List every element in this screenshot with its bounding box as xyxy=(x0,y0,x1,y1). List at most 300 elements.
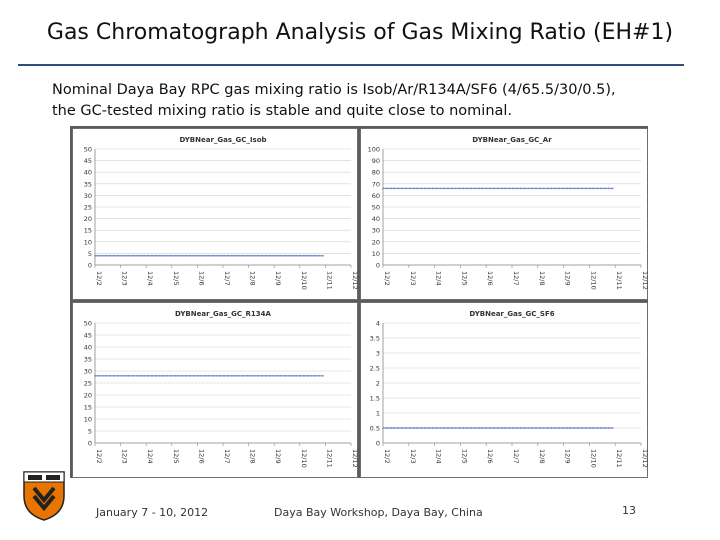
chart-title: DYBNear_Gas_GC_Isob xyxy=(179,136,267,144)
y-tick-label: 20 xyxy=(371,238,380,247)
data-point xyxy=(566,188,568,190)
data-point xyxy=(528,188,530,190)
x-tick-label: 12/9 xyxy=(274,449,283,464)
x-tick-label: 12/10 xyxy=(589,271,598,290)
data-point xyxy=(570,188,572,190)
data-point xyxy=(570,427,572,429)
data-point xyxy=(269,255,271,257)
data-point xyxy=(531,427,533,429)
data-point xyxy=(551,188,553,190)
data-point xyxy=(409,188,411,190)
chart-argon xyxy=(360,128,648,300)
data-point xyxy=(132,375,134,377)
x-tick-label: 12/10 xyxy=(589,449,598,468)
y-tick-label: 1 xyxy=(375,409,380,418)
x-tick-label: 12/8 xyxy=(537,449,546,464)
data-point xyxy=(401,427,403,429)
y-tick-label: 15 xyxy=(83,226,92,235)
data-point xyxy=(220,255,222,257)
x-tick-label: 12/11 xyxy=(325,449,334,468)
y-tick-label: 70 xyxy=(371,180,380,189)
chart-isobutane-plot xyxy=(73,129,357,299)
data-point xyxy=(593,427,595,429)
x-tick-label: 12/3 xyxy=(408,449,417,464)
data-point xyxy=(508,188,510,190)
y-tick-label: 30 xyxy=(83,367,92,376)
data-point xyxy=(280,255,282,257)
data-point xyxy=(140,375,142,377)
data-point xyxy=(201,375,203,377)
data-point xyxy=(589,427,591,429)
data-point xyxy=(155,375,157,377)
x-tick-label: 12/6 xyxy=(197,271,206,286)
data-point xyxy=(307,255,309,257)
data-point xyxy=(447,188,449,190)
data-point xyxy=(144,375,146,377)
data-point xyxy=(585,427,587,429)
data-point xyxy=(413,188,415,190)
y-tick-label: 4 xyxy=(375,319,380,328)
chart-title: DYBNear_Gas_GC_Ar xyxy=(472,136,552,144)
data-point xyxy=(463,188,465,190)
data-point xyxy=(486,427,488,429)
data-point xyxy=(201,255,203,257)
data-point xyxy=(132,255,134,257)
data-point xyxy=(322,255,324,257)
x-tick-label: 12/2 xyxy=(383,271,391,286)
data-point xyxy=(558,427,560,429)
data-point xyxy=(231,375,233,377)
data-point xyxy=(98,255,100,257)
data-point xyxy=(497,427,499,429)
data-point xyxy=(508,427,510,429)
data-point xyxy=(405,188,407,190)
data-point xyxy=(516,188,518,190)
data-point xyxy=(288,375,290,377)
data-point xyxy=(121,375,123,377)
data-point xyxy=(159,255,161,257)
data-point xyxy=(284,375,286,377)
data-point xyxy=(612,188,614,190)
data-point xyxy=(235,255,237,257)
data-point xyxy=(303,255,305,257)
chart-sf6-plot xyxy=(361,303,647,477)
x-tick-label: 12/7 xyxy=(223,271,231,286)
data-point xyxy=(505,427,507,429)
data-point xyxy=(121,255,123,257)
data-point xyxy=(216,255,218,257)
data-point xyxy=(238,375,240,377)
data-point xyxy=(440,188,442,190)
x-tick-label: 12/8 xyxy=(248,449,257,464)
footer-venue: Daya Bay Workshop, Daya Bay, China xyxy=(274,506,483,519)
data-point xyxy=(428,427,430,429)
x-tick-label: 12/10 xyxy=(299,271,308,290)
data-point xyxy=(193,255,195,257)
data-point xyxy=(117,255,119,257)
data-point xyxy=(299,255,301,257)
data-point xyxy=(520,188,522,190)
data-point xyxy=(273,375,275,377)
data-point xyxy=(577,427,579,429)
x-tick-label: 12/10 xyxy=(299,449,308,468)
data-point xyxy=(501,188,503,190)
x-tick-label: 12/12 xyxy=(351,449,359,468)
x-tick-label: 12/2 xyxy=(383,449,391,464)
data-point xyxy=(231,255,233,257)
data-point xyxy=(497,188,499,190)
data-point xyxy=(178,255,180,257)
chart-sf6 xyxy=(360,302,648,478)
data-point xyxy=(589,188,591,190)
x-tick-label: 12/4 xyxy=(434,271,443,286)
data-point xyxy=(250,375,252,377)
data-point xyxy=(382,188,384,190)
y-tick-label: 1.5 xyxy=(369,394,380,403)
data-point xyxy=(261,375,263,377)
chart-title: DYBNear_Gas_GC_SF6 xyxy=(469,310,555,318)
data-point xyxy=(539,427,541,429)
data-point xyxy=(524,188,526,190)
x-tick-label: 12/11 xyxy=(615,271,624,290)
data-point xyxy=(608,427,610,429)
data-point xyxy=(204,375,206,377)
data-point xyxy=(208,375,210,377)
data-point xyxy=(382,427,384,429)
y-tick-label: 2.5 xyxy=(369,364,380,373)
data-point xyxy=(98,375,100,377)
data-point xyxy=(193,375,195,377)
data-point xyxy=(185,375,187,377)
chart-argon-plot xyxy=(361,129,647,299)
data-point xyxy=(512,427,514,429)
data-point xyxy=(486,188,488,190)
y-tick-label: 50 xyxy=(371,203,380,212)
y-tick-label: 100 xyxy=(367,145,380,154)
slide-title: Gas Chromatograph Analysis of Gas Mixing Ratio (EH#1) xyxy=(46,20,674,45)
data-point xyxy=(432,188,434,190)
data-point xyxy=(318,375,320,377)
data-point xyxy=(394,188,396,190)
data-point xyxy=(280,375,282,377)
data-point xyxy=(581,188,583,190)
y-tick-label: 20 xyxy=(83,215,92,224)
x-tick-label: 12/3 xyxy=(120,271,129,286)
data-point xyxy=(189,255,191,257)
data-point xyxy=(424,427,426,429)
x-tick-label: 12/2 xyxy=(95,449,103,464)
y-tick-label: 10 xyxy=(371,249,380,258)
data-point xyxy=(597,427,599,429)
data-point xyxy=(466,188,468,190)
data-point xyxy=(227,375,229,377)
data-point xyxy=(574,188,576,190)
data-point xyxy=(307,375,309,377)
data-point xyxy=(562,427,564,429)
x-tick-label: 12/7 xyxy=(512,449,520,464)
data-point xyxy=(516,427,518,429)
x-tick-label: 12/8 xyxy=(537,271,546,286)
data-point xyxy=(182,255,184,257)
data-point xyxy=(292,255,294,257)
data-point xyxy=(432,427,434,429)
data-point xyxy=(409,427,411,429)
description-line-1: Nominal Daya Bay RPC gas mixing ratio is Isob/Ar/R134A/SF6 (4/65.5/30/0.5), xyxy=(52,82,616,98)
data-point xyxy=(166,375,168,377)
data-point xyxy=(136,255,138,257)
x-tick-label: 12/6 xyxy=(197,449,206,464)
data-point xyxy=(547,427,549,429)
y-tick-label: 20 xyxy=(83,391,92,400)
y-tick-label: 30 xyxy=(83,191,92,200)
data-point xyxy=(208,255,210,257)
y-tick-label: 5 xyxy=(87,249,92,258)
data-point xyxy=(585,188,587,190)
data-point xyxy=(204,255,206,257)
data-point xyxy=(474,188,476,190)
data-point xyxy=(424,188,426,190)
data-point xyxy=(144,255,146,257)
data-point xyxy=(597,188,599,190)
footer-page-number: 13 xyxy=(622,504,636,517)
y-tick-label: 80 xyxy=(371,168,380,177)
data-point xyxy=(314,255,316,257)
data-point xyxy=(295,255,297,257)
data-point xyxy=(474,427,476,429)
data-point xyxy=(273,255,275,257)
data-point xyxy=(405,427,407,429)
data-point xyxy=(311,255,313,257)
data-point xyxy=(463,427,465,429)
x-tick-label: 12/12 xyxy=(351,271,359,290)
data-point xyxy=(386,427,388,429)
x-tick-label: 12/11 xyxy=(325,271,334,290)
data-point xyxy=(443,188,445,190)
data-point xyxy=(593,188,595,190)
data-point xyxy=(220,375,222,377)
y-tick-label: 25 xyxy=(83,379,92,388)
data-point xyxy=(284,255,286,257)
data-point xyxy=(170,255,172,257)
y-tick-label: 10 xyxy=(83,415,92,424)
data-point xyxy=(155,255,157,257)
x-tick-label: 12/4 xyxy=(434,449,443,464)
data-point xyxy=(254,375,256,377)
data-point xyxy=(246,255,248,257)
y-tick-label: 35 xyxy=(83,355,92,364)
data-point xyxy=(443,427,445,429)
data-point xyxy=(216,375,218,377)
data-point xyxy=(600,427,602,429)
data-point xyxy=(314,375,316,377)
data-point xyxy=(147,255,149,257)
x-tick-label: 12/2 xyxy=(95,271,103,286)
data-point xyxy=(166,255,168,257)
data-point xyxy=(265,255,267,257)
data-point xyxy=(106,255,108,257)
data-point xyxy=(459,427,461,429)
data-point xyxy=(451,427,453,429)
slide-description xyxy=(52,80,692,122)
data-point xyxy=(128,375,130,377)
data-point xyxy=(493,188,495,190)
data-point xyxy=(182,375,184,377)
x-tick-label: 12/7 xyxy=(223,449,231,464)
data-point xyxy=(295,375,297,377)
y-tick-label: 0 xyxy=(375,261,380,270)
princeton-shield-logo xyxy=(20,466,68,522)
data-point xyxy=(470,188,472,190)
data-point xyxy=(242,255,244,257)
x-tick-label: 12/6 xyxy=(486,271,495,286)
y-tick-label: 45 xyxy=(83,157,92,166)
data-point xyxy=(235,375,237,377)
data-point xyxy=(566,427,568,429)
data-point xyxy=(543,188,545,190)
x-tick-label: 12/9 xyxy=(274,271,283,286)
chart-isobutane xyxy=(72,128,358,300)
x-tick-label: 12/12 xyxy=(641,271,649,290)
data-point xyxy=(394,427,396,429)
data-point xyxy=(608,188,610,190)
data-point xyxy=(227,255,229,257)
x-tick-label: 12/3 xyxy=(408,271,417,286)
y-tick-label: 50 xyxy=(83,145,92,154)
x-tick-label: 12/9 xyxy=(563,271,572,286)
x-tick-label: 12/5 xyxy=(460,271,469,286)
data-point xyxy=(420,188,422,190)
data-point xyxy=(562,188,564,190)
data-point xyxy=(436,427,438,429)
description-line-2: the GC-tested mixing ratio is stable and quite close to nominal. xyxy=(52,103,513,119)
data-point xyxy=(113,255,115,257)
y-tick-label: 25 xyxy=(83,203,92,212)
data-point xyxy=(257,375,259,377)
chart-r134a xyxy=(72,302,358,478)
x-tick-label: 12/9 xyxy=(563,449,572,464)
data-point xyxy=(94,255,96,257)
data-point xyxy=(512,188,514,190)
data-point xyxy=(604,427,606,429)
data-point xyxy=(94,375,96,377)
data-point xyxy=(420,427,422,429)
data-point xyxy=(117,375,119,377)
data-point xyxy=(600,188,602,190)
data-point xyxy=(163,255,165,257)
data-point xyxy=(558,188,560,190)
data-point xyxy=(170,375,172,377)
x-tick-label: 12/11 xyxy=(615,449,624,468)
data-point xyxy=(151,255,153,257)
data-point xyxy=(581,427,583,429)
y-tick-label: 3 xyxy=(375,349,380,358)
data-point xyxy=(113,375,115,377)
data-point xyxy=(577,188,579,190)
data-point xyxy=(455,188,457,190)
data-point xyxy=(269,375,271,377)
chart-title: DYBNear_Gas_GC_R134A xyxy=(175,310,271,318)
data-point xyxy=(554,427,556,429)
data-point xyxy=(311,375,313,377)
x-tick-label: 12/6 xyxy=(486,449,495,464)
data-point xyxy=(524,427,526,429)
data-point xyxy=(265,375,267,377)
data-point xyxy=(178,375,180,377)
data-point xyxy=(223,375,225,377)
y-tick-label: 2 xyxy=(375,379,380,388)
data-point xyxy=(197,375,199,377)
data-point xyxy=(238,255,240,257)
x-tick-label: 12/12 xyxy=(641,449,649,468)
x-tick-label: 12/5 xyxy=(171,271,180,286)
data-point xyxy=(535,427,537,429)
data-point xyxy=(174,375,176,377)
data-point xyxy=(386,188,388,190)
data-point xyxy=(436,188,438,190)
y-tick-label: 45 xyxy=(83,331,92,340)
data-point xyxy=(478,427,480,429)
data-point xyxy=(447,427,449,429)
data-point xyxy=(163,375,165,377)
x-tick-label: 12/7 xyxy=(512,271,520,286)
data-point xyxy=(109,375,111,377)
y-tick-label: 40 xyxy=(83,343,92,352)
data-point xyxy=(303,375,305,377)
data-point xyxy=(212,255,214,257)
data-point xyxy=(470,427,472,429)
y-tick-label: 0 xyxy=(87,439,92,448)
data-point xyxy=(322,375,324,377)
data-point xyxy=(151,375,153,377)
x-tick-label: 12/4 xyxy=(146,271,155,286)
data-point xyxy=(489,188,491,190)
title-underline xyxy=(18,64,684,66)
data-point xyxy=(288,255,290,257)
data-point xyxy=(604,188,606,190)
data-point xyxy=(539,188,541,190)
data-point xyxy=(147,375,149,377)
data-point xyxy=(276,375,278,377)
data-point xyxy=(489,427,491,429)
x-tick-label: 12/4 xyxy=(146,449,155,464)
data-point xyxy=(125,375,127,377)
data-point xyxy=(398,188,400,190)
y-tick-label: 50 xyxy=(83,319,92,328)
data-point xyxy=(189,375,191,377)
y-tick-label: 5 xyxy=(87,427,92,436)
data-point xyxy=(159,375,161,377)
data-point xyxy=(242,375,244,377)
data-point xyxy=(223,255,225,257)
data-point xyxy=(554,188,556,190)
x-tick-label: 12/5 xyxy=(171,449,180,464)
x-tick-label: 12/3 xyxy=(120,449,129,464)
data-point xyxy=(440,427,442,429)
data-point xyxy=(398,427,400,429)
data-point xyxy=(535,188,537,190)
data-point xyxy=(250,255,252,257)
data-point xyxy=(531,188,533,190)
y-tick-label: 60 xyxy=(371,191,380,200)
data-point xyxy=(102,375,104,377)
data-point xyxy=(543,427,545,429)
data-point xyxy=(401,188,403,190)
data-point xyxy=(261,255,263,257)
x-tick-label: 12/5 xyxy=(460,449,469,464)
data-point xyxy=(547,188,549,190)
data-point xyxy=(276,255,278,257)
y-tick-label: 10 xyxy=(83,238,92,247)
